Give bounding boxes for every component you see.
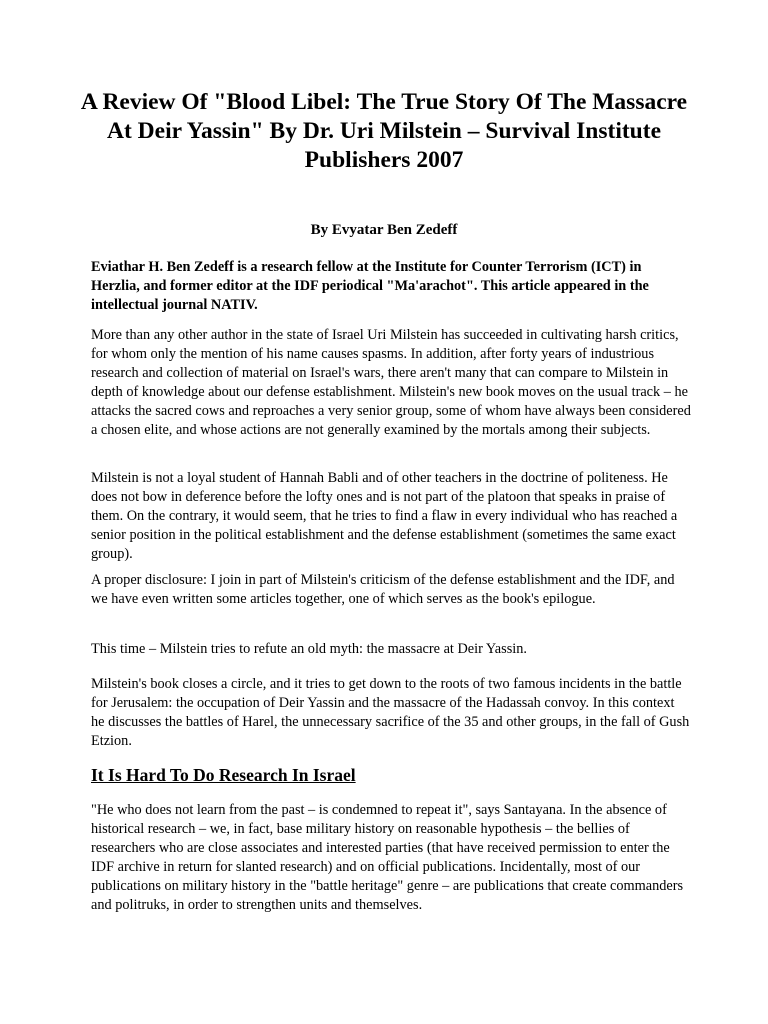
author-note: Eviathar H. Ben Zedeff is a research fellow at the Institute for Counter Terrorism (ICT) in Herzlia, and former editor at the IDF periodical "Ma'arachot". This article appeared in the intellectual journal NATIV. [91,259,649,313]
section-heading: It Is Hard To Do Research In Israel [91,765,356,785]
paragraph-5: Milstein's book closes a circle, and it tries to get down to the roots of two famous incidents in the battle for Jerusalem: the occupation of Deir Yassin and the massacre of the Hadassah convoy. In this context he discusses the battles of Harel, the unnecessary sacrifice of the 35 and other groups, in the fall of Gush Etzion. [91,676,690,749]
paragraph-4: This time – Milstein tries to refute an old myth: the massacre at Deir Yassin. [91,641,527,657]
paragraph-2: Milstein is not a loyal student of Hannah Babli and of other teachers in the doctrine of politeness. He does not bow in deference before the lofty ones and is not part of the platoon that speaks in praise of them. On the contrary, it would seem, that he tries to find a flaw in every individual who has reached a senior position in the political establishment and the defense establishment (sometimes the same exact group). [91,470,678,562]
paragraph-3: A proper disclosure: I join in part of Milstein's criticism of the defense establishment and the IDF, and we have even written some articles together, one of which serves as the book's epilogue. [91,572,675,607]
byline: By Evyatar Ben Zedeff [310,222,458,238]
section-paragraph-1: "He who does not learn from the past – is condemned to repeat it", says Santayana. In the absence of historical research – we, in fact, base military history on reasonable hypothesis – the bellies of researchers who are close associates and interested parties (that have received permission to enter the IDF archive in return for slanted research) and on official publications. Incidentally, most of our publications on military history in the "battle heritage" genre – are publications that create commanders and politruks, in order to strengthen units and themselves. [91,802,684,913]
document-title: A Review Of "Blood Libel: The True Story Of The Massacre At Deir Yassin" By Dr. Uri Milstein – Survival Institute Publishers 2007 [80,89,688,173]
paragraph-1: More than any other author in the state of Israel Uri Milstein has succeeded in cultivating harsh critics, for whom only the mention of his name causes spasms. In addition, after forty years of industrious research and collection of material on Israel's wars, there aren't many that can compare to Milstein in depth of knowledge about our defense establishment. Milstein's new book moves on the usual track – he attacks the sacred cows and reproaches a very senior group, some of whom have always been considered a chosen elite, and whose actions are not generally examined by the mortals among their subjects. [91,327,691,438]
